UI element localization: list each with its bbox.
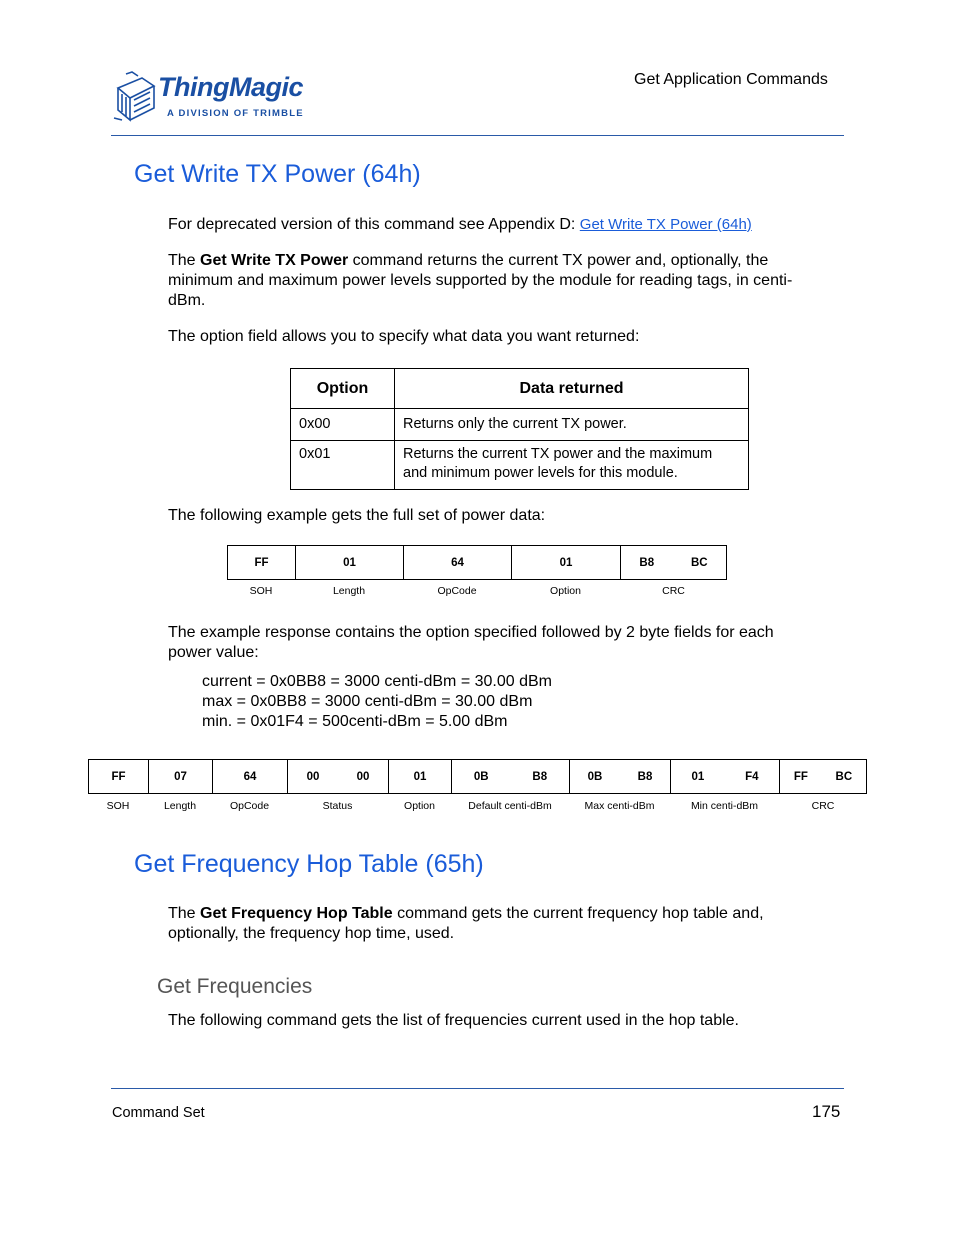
footer-section-name: Command Set	[112, 1105, 205, 1121]
packet-cell	[404, 546, 512, 579]
footer-rule	[111, 1088, 844, 1089]
byte: 0B	[587, 770, 603, 783]
packet-cell	[296, 546, 404, 579]
data-cell: Returns only the current TX power.	[395, 409, 749, 441]
intro-bold: Get Frequency Hop Table	[200, 905, 393, 922]
response-intro-line: power value:	[168, 644, 259, 661]
field-label: SOH	[106, 800, 130, 812]
logo-tagline: A DIVISION OF TRIMBLE	[167, 108, 304, 119]
table-row	[291, 409, 749, 441]
byte: 01	[343, 556, 356, 569]
appendix-link[interactable]: Get Write TX Power (64h)	[579, 216, 752, 233]
byte: FF	[254, 556, 269, 569]
request-packet-diagram	[227, 545, 727, 597]
byte: B8	[532, 770, 548, 783]
subsection-title-get-frequencies: Get Frequencies	[157, 975, 313, 998]
request-packet	[227, 545, 727, 580]
value-line: current = 0x0BB8 = 3000 centi-dBm = 30.00 dBm	[202, 673, 552, 690]
field-label: Default centi-dBm	[468, 800, 552, 812]
section-title-write-tx-power: Get Write TX Power (64h)	[134, 160, 421, 188]
intro-line-3: dBm.	[168, 292, 206, 309]
deprecated-prefix: For deprecated version of this command see Appendix D:	[168, 216, 580, 233]
running-header: Get Application Commands	[634, 71, 828, 88]
hop-table-intro	[168, 904, 858, 944]
field-label: Max centi-dBm	[584, 800, 655, 812]
intro-rest: command gets the current frequency hop table and,	[392, 905, 764, 922]
data-cell	[395, 441, 749, 490]
packet-cell	[228, 546, 296, 579]
byte: 00	[356, 770, 370, 783]
option-column-header: Option	[291, 369, 395, 409]
option-table-header	[291, 369, 749, 409]
data-column-header: Data returned	[395, 369, 749, 409]
deprecated-note	[168, 215, 752, 235]
field-label: Length	[163, 800, 197, 812]
packet-cell	[452, 760, 570, 793]
field-label: OpCode	[229, 800, 270, 812]
packet-cell	[780, 760, 866, 793]
data-line: Returns the current TX power and the maximum	[403, 446, 713, 462]
response-packet-diagram	[88, 759, 867, 812]
byte: B8	[639, 556, 655, 569]
byte: 01	[413, 770, 427, 783]
request-labels	[227, 585, 727, 597]
byte: 64	[243, 770, 257, 783]
table-row	[291, 441, 749, 490]
intro-bold: Get Write TX Power	[200, 252, 349, 269]
byte: 00	[306, 770, 320, 783]
data-line: and minimum power levels for this module.	[403, 465, 678, 481]
field-label: Length	[332, 585, 366, 597]
field-label: Status	[322, 800, 353, 812]
logo-mark-icon	[112, 70, 158, 122]
option-cell: 0x01	[291, 441, 395, 490]
intro-rest: command returns the current TX power and, optionally, the	[348, 252, 769, 269]
field-label: CRC	[662, 585, 685, 597]
byte: 01	[559, 556, 573, 569]
value-line: max = 0x0BB8 = 3000 centi-dBm = 30.00 dBm	[202, 693, 533, 710]
byte: 64	[451, 556, 464, 569]
field-label: Option	[550, 585, 581, 597]
byte: F4	[745, 770, 759, 783]
field-label: Option	[404, 800, 435, 812]
packet-cell	[288, 760, 389, 793]
byte: FF	[111, 770, 126, 783]
hop-intro-line-2: optionally, the frequency hop time, used.	[168, 925, 455, 942]
field-label: SOH	[249, 585, 273, 597]
field-label: Min centi-dBm	[690, 800, 759, 812]
page-number: 175	[812, 1102, 841, 1121]
packet-cell	[89, 760, 149, 793]
section-title-frequency-hop-table: Get Frequency Hop Table (65h)	[134, 850, 484, 878]
option-cell: 0x00	[291, 409, 395, 441]
packet-cell	[570, 760, 671, 793]
field-label: OpCode	[437, 585, 477, 597]
packet-cell	[389, 760, 452, 793]
byte: 07	[174, 770, 187, 783]
intro-line-1	[168, 251, 858, 271]
byte: FF	[793, 770, 808, 783]
example-intro: The following example gets the full set of power data:	[168, 507, 546, 524]
power-values	[202, 672, 552, 732]
option-table	[290, 368, 749, 490]
byte: 01	[691, 770, 705, 783]
logo-name: ThingMagic	[158, 72, 303, 102]
option-intro: The option field allows you to specify what data you want returned:	[168, 328, 640, 345]
intro-paragraph	[168, 251, 858, 311]
header-rule	[111, 135, 844, 136]
byte: 0B	[473, 770, 489, 783]
intro-pre: The	[168, 905, 201, 922]
logo	[112, 68, 312, 124]
field-label: CRC	[811, 800, 835, 812]
intro-line-2: minimum and maximum power levels supported by the module for reading tags, in centi-	[168, 272, 793, 289]
byte: B8	[637, 770, 653, 783]
intro-pre: The	[168, 252, 201, 269]
response-intro	[168, 623, 858, 663]
response-packet	[88, 759, 867, 794]
packet-cell	[149, 760, 213, 793]
packet-cell	[671, 760, 780, 793]
packet-cell	[213, 760, 288, 793]
byte: BC	[835, 770, 853, 783]
hop-intro-line-1	[168, 904, 858, 924]
get-frequencies-text: The following command gets the list of frequencies current used in the hop table.	[168, 1012, 739, 1029]
packet-cell	[621, 546, 726, 579]
byte: BC	[690, 556, 708, 569]
value-line: min. = 0x01F4 = 500centi-dBm = 5.00 dBm	[202, 713, 508, 730]
response-labels	[88, 800, 867, 812]
response-intro-line: The example response contains the option specified followed by 2 byte fields for each	[168, 624, 774, 641]
packet-cell	[512, 546, 621, 579]
